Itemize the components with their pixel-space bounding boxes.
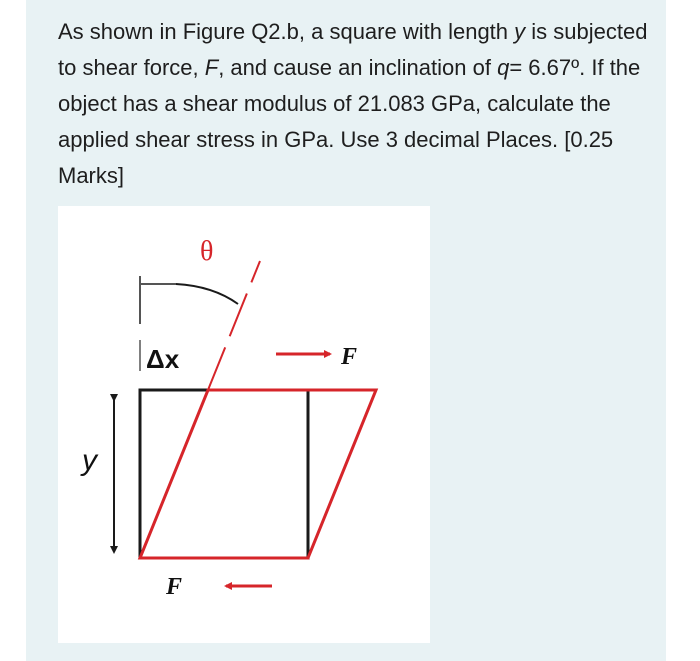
angle-arc bbox=[176, 284, 238, 304]
variable-y: y bbox=[514, 19, 526, 44]
figure-q2b bbox=[58, 206, 430, 643]
force-label-bottom: F bbox=[166, 574, 183, 600]
square-outline bbox=[140, 390, 308, 558]
question-part: is subjected to shear force, bbox=[58, 19, 648, 80]
inclination-line bbox=[208, 261, 260, 390]
sheared-parallelogram bbox=[140, 390, 376, 558]
question-text bbox=[58, 14, 658, 194]
delta-x-label: Δx bbox=[146, 344, 180, 374]
question-card bbox=[26, 0, 666, 661]
theta-label: θ bbox=[200, 236, 214, 267]
question-part: , and cause an inclination of bbox=[218, 55, 498, 80]
question-part: = 6.67º. If the object has a shear modulus of 21.083 GPa, calculate the applied shear stress in GPa. Use 3 decimal Places. [0.25 Marks] bbox=[58, 55, 641, 188]
variable-f: F bbox=[204, 55, 219, 80]
y-label: y bbox=[82, 444, 97, 477]
variable-q: q bbox=[497, 55, 510, 80]
question-part: As shown in Figure Q2.b, a square with length bbox=[58, 19, 515, 44]
shear-diagram bbox=[58, 206, 430, 643]
force-label-top: F bbox=[341, 344, 358, 370]
